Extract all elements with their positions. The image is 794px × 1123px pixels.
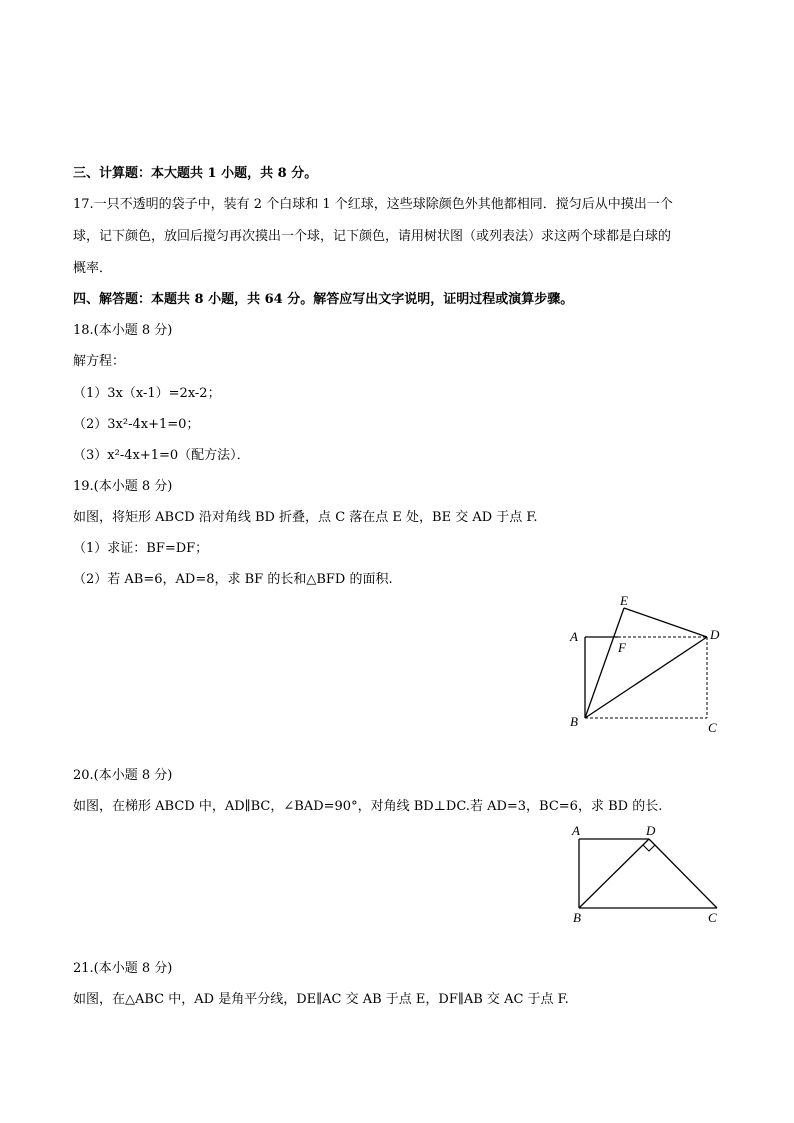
q19-title: 19.(本小题 8 分) <box>73 479 173 494</box>
q20-figure <box>560 820 740 934</box>
segment-BE <box>585 608 624 718</box>
segment-DC <box>649 839 717 908</box>
q18-intro: 解方程： <box>73 354 126 369</box>
section-3-header: 三、计算题：本大题共 1 小题，共 8 分。 <box>73 166 318 181</box>
q21-text: 如图，在△ABC 中，AD 是角平分线，DE∥AC 交 AB 于点 E，DF∥AB 交 AC 于点 F. <box>73 992 569 1007</box>
q18-part-2-number: （2） <box>73 417 108 432</box>
label-D: D <box>646 823 656 838</box>
q18-part-3-equation: x²-4x+1=0（配方法）． <box>107 448 250 463</box>
q18-part-3-number: （3） <box>73 448 108 463</box>
q20-text: 如图，在梯形 ABCD 中，AD∥BC，∠BAD=90°，对角线 BD⊥DC.若 AD=3，BC=6，求 BD 的长. <box>73 799 663 814</box>
label-C: C <box>708 910 717 925</box>
label-B: B <box>570 714 578 729</box>
segment-ED <box>624 608 707 637</box>
q18-part-1-equation: 3x（x-1）=2x-2； <box>107 386 221 401</box>
label-A: A <box>570 629 578 644</box>
diagonal-BD <box>585 637 707 718</box>
q18-part-3 <box>73 447 250 465</box>
q18-part-2-equation: 3x²-4x+1=0； <box>107 417 200 432</box>
q20-title: 20.(本小题 8 分) <box>73 768 173 783</box>
q19-part-1: （1）求证：BF=DF； <box>73 541 209 556</box>
label-C: C <box>708 720 717 735</box>
q18-part-2 <box>73 416 199 434</box>
q17-line-1: 17.一只不透明的袋子中，装有 2 个白球和 1 个红球，这些球除颜色外其他都相同．搅匀后从中摸出一个 <box>73 197 673 212</box>
q17-line-3: 概率． <box>73 261 113 276</box>
q17-line-2: 球，记下颜色，放回后搅匀再次摸出一个球，记下颜色，请用树状图（或列表法）求这两个球都是白球的 <box>73 229 672 244</box>
label-B: B <box>573 910 581 925</box>
q18-title: 18.(本小题 8 分) <box>73 323 173 338</box>
q19-text: 如图，将矩形 ABCD 沿对角线 BD 折叠，点 C 落在点 E 处，BE 交 AD 于点 F. <box>73 510 538 525</box>
section-4-header: 四、解答题：本题共 8 小题，共 64 分。解答应写出文字说明，证明过程或演算步骤。 <box>73 292 574 307</box>
right-angle-mark-D <box>643 845 655 851</box>
q18-part-1-number: （1） <box>73 386 108 401</box>
q21-title: 21.(本小题 8 分) <box>73 961 173 976</box>
label-D: D <box>710 627 720 642</box>
q19-figure <box>560 590 740 744</box>
label-F: F <box>618 640 626 655</box>
q19-part-2: （2）若 AB=6，AD=8，求 BF 的长和△BFD 的面积. <box>73 572 393 587</box>
q18-part-1 <box>73 385 221 403</box>
label-E: E <box>620 593 628 608</box>
label-A: A <box>572 823 580 838</box>
diagonal-BD <box>579 839 649 908</box>
